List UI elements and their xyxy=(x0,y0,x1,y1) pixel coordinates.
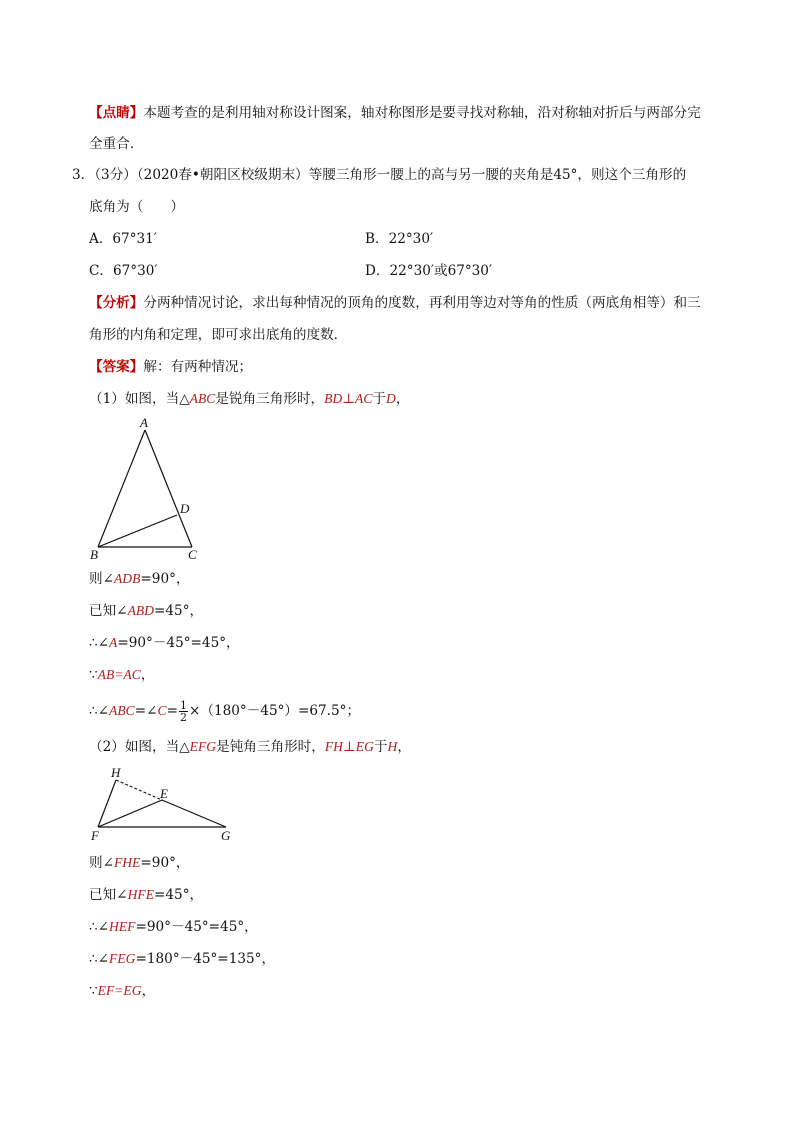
case2-foot: H xyxy=(387,739,398,754)
extension-he xyxy=(116,780,162,800)
case1-yu: 于 xyxy=(372,391,386,407)
case2-mid: 是钝角三角形时， xyxy=(216,739,325,755)
case2-heading xyxy=(89,738,411,756)
side-ac xyxy=(145,430,192,547)
case1-triangle: ABC xyxy=(189,391,216,406)
analysis-tag: 【分析】 xyxy=(89,295,144,311)
case1-s1-math: ADB xyxy=(113,571,141,586)
label-e: E xyxy=(160,786,168,801)
tips-tag: 【点睛】 xyxy=(89,105,144,121)
case1-s2-math: ABD xyxy=(127,603,155,618)
case2-triangle: EFG xyxy=(189,739,217,754)
case1-lead: （1）如图，当△ xyxy=(89,391,190,407)
case2-lead: （2）如图，当△ xyxy=(89,739,190,755)
question-text-2: 底角为（ ） xyxy=(89,199,185,215)
case1-step-2 xyxy=(89,602,203,620)
case1-s5-pre: ∴∠ xyxy=(89,703,110,719)
analysis-line-2 xyxy=(89,326,347,344)
case2-s1-math: FHE xyxy=(113,855,141,870)
question-line-1 xyxy=(72,166,686,184)
case1-s1-post: =90°， xyxy=(140,571,190,587)
case1-s3-post: =90°－45°=45°， xyxy=(117,635,240,651)
label-d: D xyxy=(180,501,190,516)
case1-end: ， xyxy=(395,391,410,407)
option-c: C．67°30′ xyxy=(89,263,158,279)
label-b: B xyxy=(90,547,98,562)
case1-foot: D xyxy=(385,391,396,406)
side-ab xyxy=(98,430,145,547)
tips-line-1 xyxy=(89,104,701,122)
case1-s5-math1: ABC xyxy=(109,703,135,718)
case2-perp: FH⊥EG xyxy=(324,739,374,754)
tips-line-2 xyxy=(89,135,134,153)
side-eg xyxy=(162,800,226,827)
case1-s2-post: =45°， xyxy=(154,603,204,619)
answer-tag: 【答案】 xyxy=(89,359,144,375)
case1-s5-math2: C xyxy=(157,703,167,718)
label-c: C xyxy=(188,547,197,562)
case2-s1-pre: 则∠ xyxy=(89,855,114,871)
answer-intro: 解：有两种情况； xyxy=(143,359,253,375)
option-b: B．22°30′ xyxy=(365,231,434,247)
case1-step-1 xyxy=(89,570,190,588)
case1-step-5 xyxy=(89,700,360,723)
case1-s3-math: A xyxy=(109,635,118,650)
case1-s4-math: AB=AC xyxy=(97,667,141,682)
tips-text-2: 全重合. xyxy=(89,136,135,152)
case1-s4-pre: ∵ xyxy=(89,667,98,683)
case1-s2-pre: 已知∠ xyxy=(89,603,128,619)
case1-s1-pre: 则∠ xyxy=(89,571,114,587)
case2-s3-math: HEF xyxy=(109,919,136,934)
case2-s3-post: =90°－45°=45°， xyxy=(135,919,258,935)
analysis-text-1: 分两种情况讨论，求出每种情况的顶角的度数，再利用等边对等角的性质（两底角相等）和三 xyxy=(143,295,701,311)
figure-acute-triangle xyxy=(84,412,214,564)
case2-s4-post: =180°－45°=135°， xyxy=(135,951,276,967)
case1-s5-post: ×（180°－45°）=67.5°； xyxy=(188,703,361,719)
case2-step-2 xyxy=(89,886,203,904)
question-number: 3． xyxy=(72,167,95,183)
case2-step-3 xyxy=(89,918,258,936)
case2-step-1 xyxy=(89,854,190,872)
case2-step-4 xyxy=(89,950,275,968)
case2-s1-post: =90°， xyxy=(140,855,190,871)
case2-end: ， xyxy=(397,739,411,755)
tips-text-1: 本题考查的是利用轴对称设计图案，轴对称图形是要寻找对称轴，沿对称轴对折后与两部分完 xyxy=(143,105,701,121)
case1-step-4 xyxy=(89,666,154,684)
case2-s2-math: HFE xyxy=(127,887,155,902)
case2-s4-pre: ∴∠ xyxy=(89,951,110,967)
case2-s2-pre: 已知∠ xyxy=(89,887,128,903)
question-text-1: （3分）（2020春•朝阳区校级期末）等腰三角形一腰上的高与另一腰的夹角是45°，则这个三角形的 xyxy=(94,167,687,183)
case1-step-3 xyxy=(89,634,240,652)
answer-line xyxy=(89,358,252,376)
fraction-denominator: 2 xyxy=(179,711,187,724)
case2-s5-math: EF=EG xyxy=(97,983,142,998)
case2-s3-pre: ∴∠ xyxy=(89,919,110,935)
analysis-line-1 xyxy=(89,294,701,312)
case1-s5-eq: = xyxy=(166,703,178,719)
case1-heading xyxy=(89,390,409,408)
label-f: F xyxy=(91,828,99,843)
case2-s2-post: =45°， xyxy=(154,887,204,903)
analysis-text-2: 角形的内角和定理，即可求出底角的度数． xyxy=(89,327,348,343)
case1-s5-mid: =∠ xyxy=(134,703,158,719)
case2-yu: 于 xyxy=(373,739,388,755)
fraction-numerator: 1 xyxy=(179,699,187,712)
option-a: A．67°31′ xyxy=(89,231,157,247)
case1-mid: 是锐角三角形时， xyxy=(215,391,325,407)
figure-obtuse-triangle xyxy=(86,762,246,846)
option-d: D．22°30′或67°30′ xyxy=(365,263,493,279)
case1-s3-pre: ∴∠ xyxy=(89,635,110,651)
case1-s4-post: ， xyxy=(140,667,155,683)
case2-s5-post: ， xyxy=(141,983,156,999)
case2-s4-math: FEG xyxy=(109,951,136,966)
case2-step-5 xyxy=(89,982,155,1000)
side-fe xyxy=(98,800,162,827)
segment-bd xyxy=(98,515,177,547)
case1-perp: BD⊥AC xyxy=(324,391,373,406)
label-h: H xyxy=(111,765,121,780)
case2-s5-pre: ∵ xyxy=(89,983,98,999)
fraction-one-half xyxy=(179,700,188,723)
question-line-2 xyxy=(89,198,184,216)
label-g: G xyxy=(221,828,231,843)
label-a: A xyxy=(140,415,148,430)
